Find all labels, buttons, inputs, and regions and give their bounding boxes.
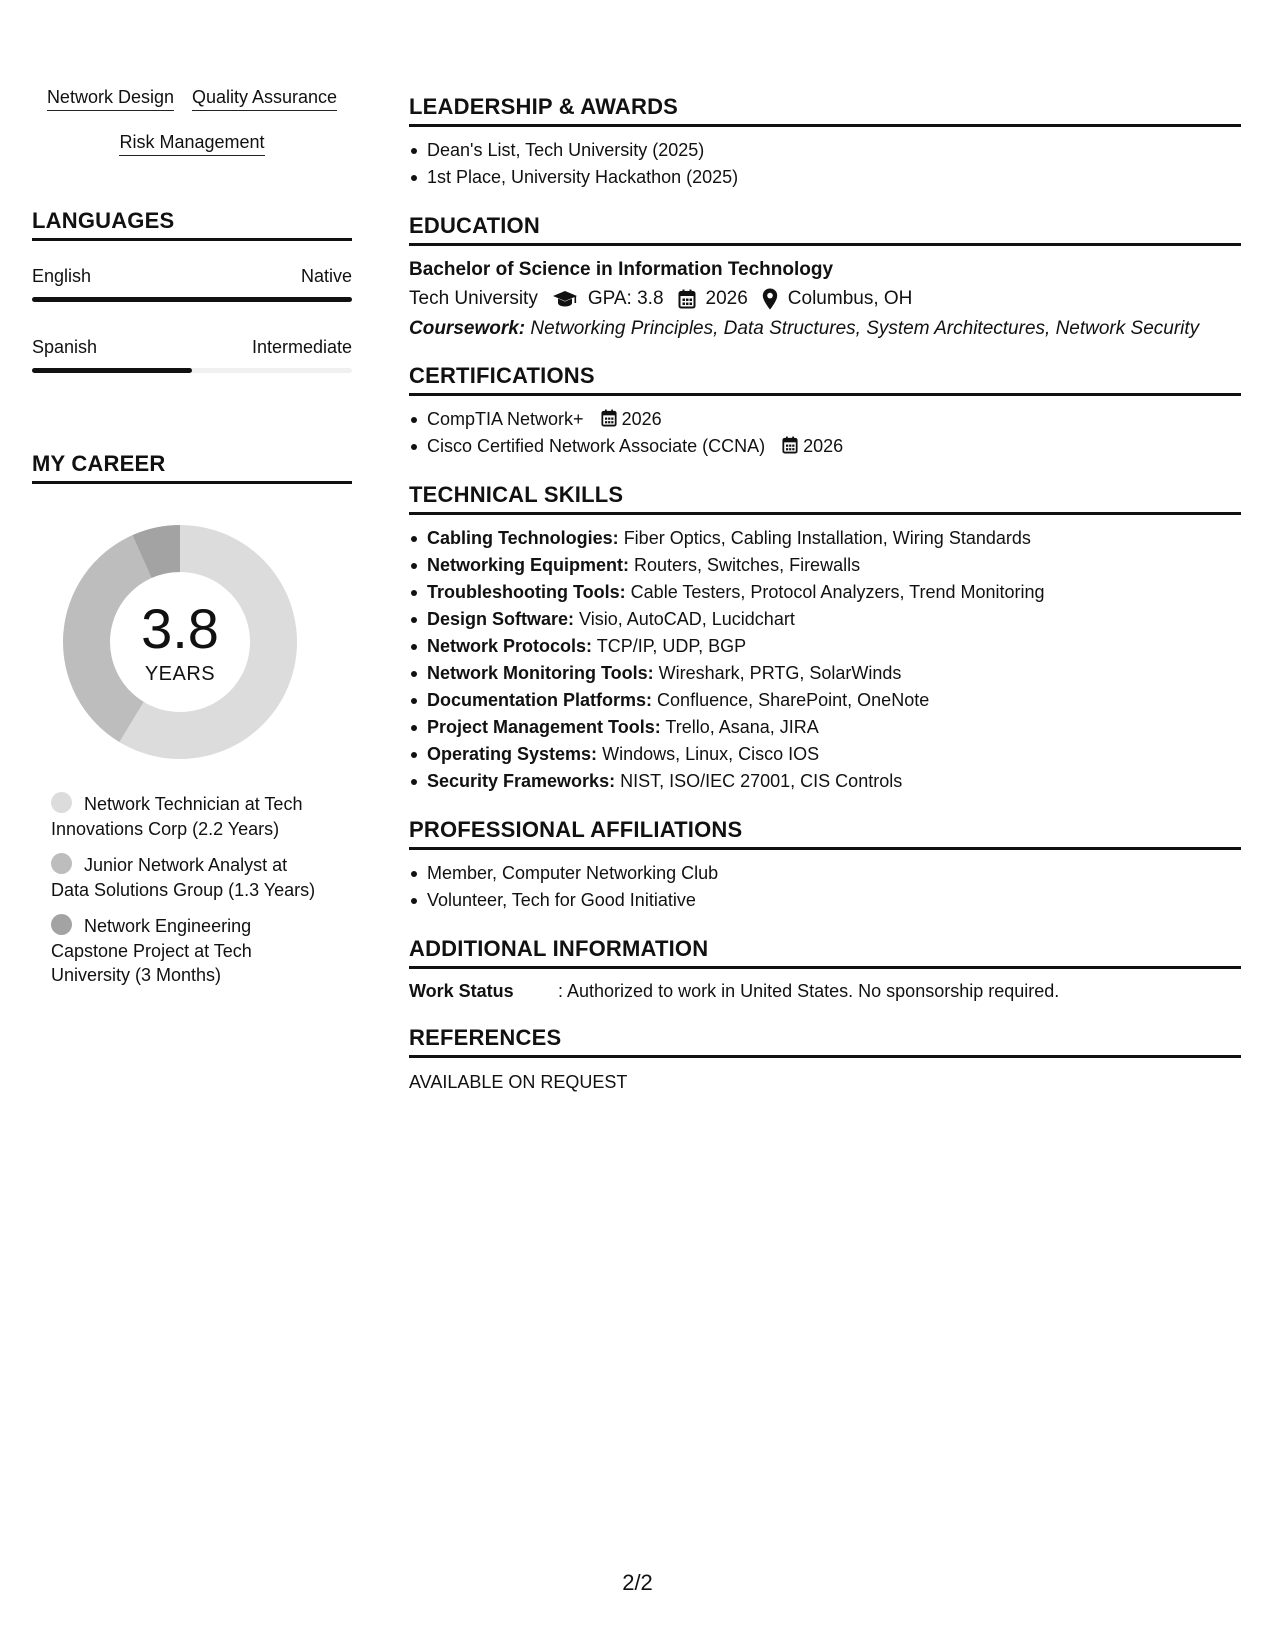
location-pin-icon (762, 288, 778, 310)
calendar-icon (601, 409, 617, 427)
certification-item (409, 406, 1241, 433)
language-name: Spanish (32, 337, 98, 357)
certification-year: 2026 (621, 409, 662, 429)
career-unit: YEARS (144, 663, 216, 685)
legend-dot (51, 853, 72, 874)
coursework (409, 316, 1241, 341)
skill-item (409, 741, 1241, 768)
skill-label: Security Frameworks: (427, 771, 616, 791)
calendar-icon (782, 436, 798, 454)
skill-item (409, 633, 1241, 660)
skills-heading: TECHNICAL SKILLS (409, 482, 1241, 515)
language-bar (32, 368, 352, 373)
language-level: Native (300, 266, 352, 286)
language-bar-fill (32, 368, 192, 373)
skill-item (409, 687, 1241, 714)
leadership-list (409, 137, 1241, 191)
certification-year: 2026 (803, 436, 844, 456)
skill-label: Documentation Platforms: (427, 690, 653, 710)
degree-title: Bachelor of Science in Information Technology (409, 259, 834, 280)
career-legend-label: Network Engineering Capstone Project at Tech University (3 Months) (51, 916, 252, 985)
skill-value: Visio, AutoCAD, Lucidchart (579, 609, 795, 629)
tag: Quality Assurance (192, 86, 337, 111)
work-status-label: Work Status (409, 981, 514, 1001)
skill-label: Network Protocols: (427, 636, 593, 656)
career-total: 3.8 (141, 597, 219, 660)
skills-section (409, 482, 1241, 795)
certifications-heading: CERTIFICATIONS (409, 363, 1241, 396)
work-status-row (409, 979, 1241, 1003)
career-donut-chart (56, 518, 304, 766)
language-bar-fill (32, 297, 352, 302)
affiliations-list (409, 860, 1241, 914)
skill-item (409, 768, 1241, 795)
certifications-section (409, 363, 1241, 460)
skill-tags (32, 86, 352, 156)
page-number: 2/2 (622, 1570, 653, 1595)
career-legend-item (51, 792, 322, 841)
skill-item (409, 525, 1241, 552)
legend-dot (51, 792, 72, 813)
certifications-list (409, 406, 1241, 460)
leadership-section (409, 94, 1241, 191)
skill-item (409, 606, 1241, 633)
skill-value: Windows, Linux, Cisco IOS (602, 744, 820, 764)
skill-value: NIST, ISO/IEC 27001, CIS Controls (620, 771, 903, 791)
graduation-year: 2026 (705, 288, 748, 309)
affiliations-heading: PROFESSIONAL AFFILIATIONS (409, 817, 1241, 850)
gpa: GPA: 3.8 (587, 288, 664, 309)
skill-label: Operating Systems: (427, 744, 598, 764)
skill-label: Design Software: (427, 609, 575, 629)
list-item: 1st Place, University Hackathon (2025) (409, 164, 1241, 191)
left-column (32, 86, 352, 1000)
list-item: Member, Computer Networking Club (409, 860, 1241, 887)
skill-value: Trello, Asana, JIRA (665, 717, 819, 737)
references-text: AVAILABLE ON REQUEST (409, 1072, 628, 1092)
language-row (32, 336, 352, 358)
school-location: Columbus, OH (787, 288, 913, 309)
skill-value: Routers, Switches, Firewalls (634, 555, 861, 575)
additional-section (409, 936, 1241, 1003)
tag: Risk Management (119, 131, 264, 156)
career-legend (32, 792, 322, 988)
skill-label: Network Monitoring Tools: (427, 663, 654, 683)
skill-label: Project Management Tools: (427, 717, 661, 737)
skill-value: Wireshark, PRTG, SolarWinds (658, 663, 902, 683)
school-name: Tech University (409, 288, 538, 309)
career-heading: MY CAREER (32, 451, 352, 484)
legend-dot (51, 914, 72, 935)
career-legend-item (51, 853, 322, 902)
list-item: Dean's List, Tech University (2025) (409, 137, 1241, 164)
skill-value: Cable Testers, Protocol Analyzers, Trend Monitoring (630, 582, 1045, 602)
affiliations-section (409, 817, 1241, 914)
education-section (409, 213, 1241, 341)
skill-item (409, 552, 1241, 579)
graduation-cap-icon (552, 290, 578, 308)
certification-name: Cisco Certified Network Associate (CCNA) (427, 436, 766, 456)
calendar-icon (678, 289, 696, 309)
list-item: Volunteer, Tech for Good Initiative (409, 887, 1241, 914)
skill-label: Cabling Technologies: (427, 528, 619, 548)
language-name: English (32, 266, 92, 286)
languages-heading: LANGUAGES (32, 208, 352, 241)
language-level: Intermediate (251, 337, 352, 357)
career-legend-label: Junior Network Analyst at Data Solutions Group (1.3 Years) (51, 855, 316, 900)
education-details (409, 286, 1241, 312)
language-bar (32, 297, 352, 302)
skill-item (409, 660, 1241, 687)
skill-label: Networking Equipment: (427, 555, 629, 575)
skill-item (409, 579, 1241, 606)
references-section (409, 1025, 1241, 1094)
skill-value: Fiber Optics, Cabling Installation, Wiring Standards (623, 528, 1031, 548)
skill-item (409, 714, 1241, 741)
references-heading: REFERENCES (409, 1025, 1241, 1058)
tag: Network Design (47, 86, 174, 111)
skill-label: Troubleshooting Tools: (427, 582, 626, 602)
skill-value: TCP/IP, UDP, BGP (596, 636, 747, 656)
language-row (32, 265, 352, 287)
career-legend-label: Network Technician at Tech Innovations Corp (2.2 Years) (51, 794, 303, 839)
additional-heading: ADDITIONAL INFORMATION (409, 936, 1241, 969)
education-heading: EDUCATION (409, 213, 1241, 246)
leadership-heading: LEADERSHIP & AWARDS (409, 94, 1241, 127)
skills-list (409, 525, 1241, 795)
work-status-value: : Authorized to work in United States. No sponsorship required. (558, 981, 1060, 1001)
coursework-list: Networking Principles, Data Structures, System Architectures, Network Security (530, 318, 1200, 339)
coursework-label: Coursework: (409, 318, 526, 339)
right-column (409, 94, 1241, 1116)
skill-value: Confluence, SharePoint, OneNote (657, 690, 930, 710)
certification-name: CompTIA Network+ (427, 409, 584, 429)
certification-item (409, 433, 1241, 460)
career-legend-item (51, 914, 322, 988)
